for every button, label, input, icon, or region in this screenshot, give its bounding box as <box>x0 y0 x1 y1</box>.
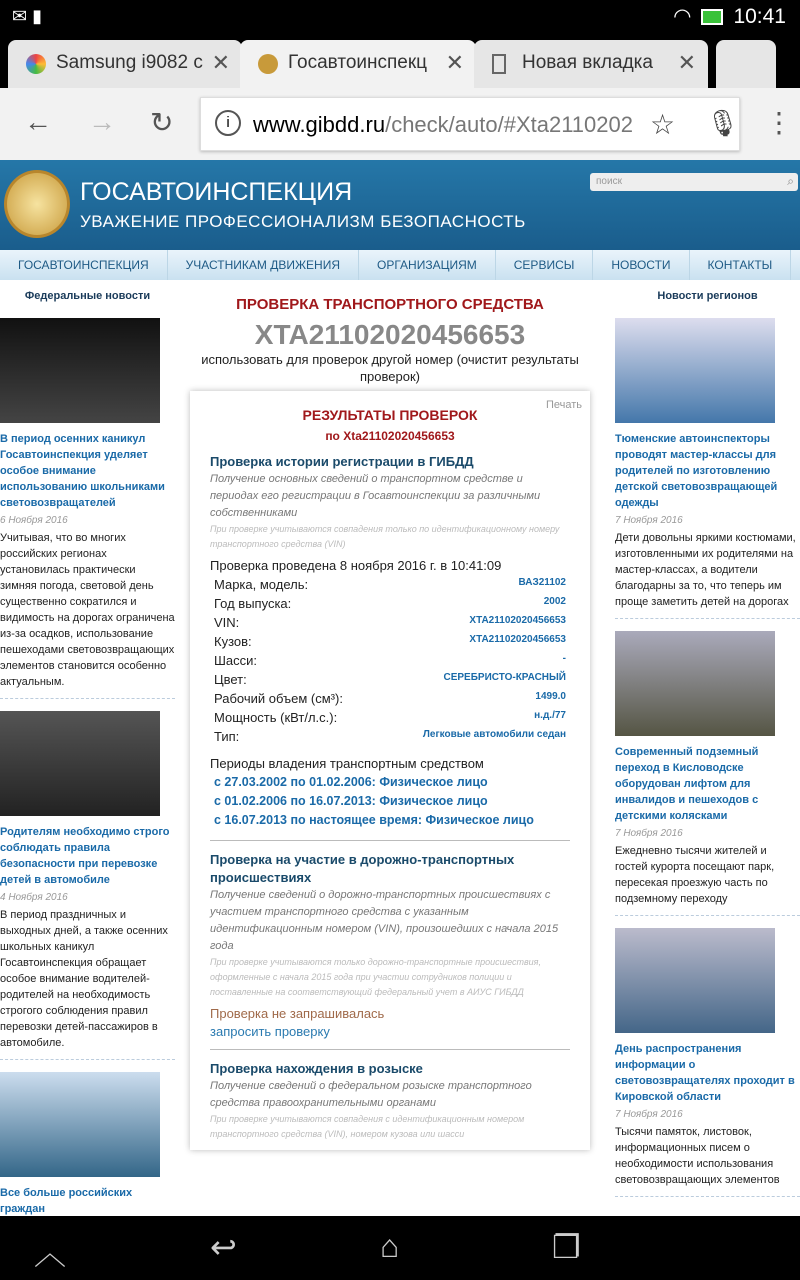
spec-value: н.д./77 <box>534 710 566 721</box>
spec-value: ВАЗ21102 <box>518 577 566 588</box>
spec-row <box>210 672 570 691</box>
spec-label: Кузов: <box>214 634 252 649</box>
ownership-title: Периоды владения транспортным средством <box>210 756 484 771</box>
spec-label: Рабочий объем (см³): <box>214 691 343 706</box>
spec-label: Цвет: <box>214 672 247 687</box>
news-date: 4 Ноября 2016 <box>0 892 68 903</box>
spec-label: Мощность (кВт/л.с.): <box>214 710 338 725</box>
check-timestamp: Проверка проведена 8 ноября 2016 г. в 10:41:09 <box>210 558 502 573</box>
spec-row <box>210 710 570 729</box>
close-tab-icon[interactable]: ✕ <box>445 50 464 75</box>
menu-gosavtoinspekciya[interactable]: ГОСАВТОИНСПЕКЦИЯ <box>0 250 168 280</box>
spec-label: Шасси: <box>214 653 258 668</box>
tab-gibdd[interactable] <box>240 40 476 88</box>
menu-contacts[interactable]: КОНТАКТЫ <box>690 250 792 280</box>
notification-icons: ✉ ▮ <box>12 6 42 26</box>
new-tab-button[interactable] <box>716 40 776 88</box>
section-heading: Проверка истории регистрации в ГИБДД <box>210 454 474 469</box>
search-input[interactable] <box>590 173 798 191</box>
spec-row <box>210 634 570 653</box>
android-nav-bar <box>0 1216 800 1280</box>
home-icon[interactable]: ⌂ <box>380 1228 400 1264</box>
spec-row <box>210 577 570 596</box>
spec-value: 2002 <box>543 596 566 607</box>
spec-row <box>210 615 570 634</box>
section-desc: Получение сведений о федеральном розыске транспортного средства правоохранительными органами <box>210 1080 532 1109</box>
results-card <box>190 391 590 1150</box>
tab-label: Новая вкладка <box>522 52 653 73</box>
spec-row <box>210 729 570 748</box>
request-check-link[interactable]: запросить проверку <box>210 1024 330 1039</box>
spec-label: Марка, модель: <box>214 577 309 592</box>
news-link[interactable]: День распространения информации о световозвращателях проходит в Кировской области <box>615 1043 795 1103</box>
news-date: 7 Ноября 2016 <box>615 828 683 839</box>
menu-news[interactable]: НОВОСТИ <box>593 250 689 280</box>
news-link[interactable]: Тюменские автоинспекторы проводят мастер-классы для родителей по изготовлению детской световозвращающей одежды <box>615 433 778 509</box>
spec-label: Год выпуска: <box>214 596 292 611</box>
spec-label: Тип: <box>214 729 240 744</box>
forward-icon[interactable]: → <box>88 106 116 137</box>
section-heading: Проверка нахождения в розыске <box>210 1061 423 1076</box>
news-image[interactable] <box>0 318 160 423</box>
divider <box>210 840 570 841</box>
section-note: При проверке учитываются совпадения только по идентификационному номеру транспортного средства (VIN) <box>210 524 560 549</box>
ownership-period: с 27.03.2002 по 01.02.2006: Физическое лицо <box>214 775 488 789</box>
spec-row <box>210 691 570 710</box>
news-image[interactable] <box>615 318 775 423</box>
tab-strip <box>0 34 800 88</box>
gibdd-logo[interactable] <box>4 170 70 238</box>
news-link[interactable]: Все больше российских граждан <box>0 1187 133 1215</box>
spec-value: Легковые автомобили седан <box>422 729 566 740</box>
news-link[interactable]: В период осенних каникул Госавтоинспекция уделяет особое внимание использованию школьниками световозвращателей <box>0 433 165 509</box>
tab-samsung[interactable] <box>8 40 242 88</box>
news-text: Учитывая, что во многих российских регионах установилась практически зимняя погода, световой день существенно сократился и видимость на дорогах ограничена из-за осадков, использование пешеходами световозвращающих элементов становится особенно актуальным. <box>0 530 175 699</box>
recents-icon[interactable]: ❐ <box>552 1229 581 1265</box>
close-tab-icon[interactable]: ✕ <box>677 50 696 75</box>
vehicle-check <box>190 290 590 1150</box>
menu-organizations[interactable]: ОРГАНИЗАЦИЯМ <box>359 250 496 280</box>
regional-news-title: Новости регионов <box>657 290 758 302</box>
spec-value: XTA21102020456653 <box>469 615 566 626</box>
section-note: При проверке учитываются совпадения с идентификационным номером транспортного средства (VIN), номером кузова или шасси <box>210 1114 525 1139</box>
back-icon[interactable]: ← <box>24 106 52 137</box>
site-motto: УВАЖЕНИЕ ПРОФЕССИОНАЛИЗМ БЕЗОПАСНОСТЬ <box>80 212 526 231</box>
tab-new[interactable] <box>474 40 708 88</box>
news-text: Дети довольны яркими костюмами, изготовленными их родителями на мастер-классах, а водители благодарны за то, что теперь им проще заметить детей на дорогах <box>615 530 800 619</box>
section-heading: Проверка на участие в дорожно-транспортных происшествиях <box>210 852 515 885</box>
check-status: Проверка не запрашивалась <box>210 1006 385 1021</box>
spec-value: - <box>562 653 566 664</box>
info-icon[interactable]: i <box>215 110 241 136</box>
tab-label: Samsung i9082 с <box>56 52 203 73</box>
news-date: 7 Ноября 2016 <box>615 1109 683 1120</box>
news-link[interactable]: Родителям необходимо строго соблюдать правила безопасности при перевозке детей в автомобиле <box>0 826 170 886</box>
news-date: 6 Ноября 2016 <box>0 515 68 526</box>
results-title: РЕЗУЛЬТАТЫ ПРОВЕРОК <box>302 407 478 423</box>
reload-icon[interactable]: ↻ <box>150 107 174 138</box>
spec-row <box>210 653 570 672</box>
spec-row <box>210 596 570 615</box>
url-domain: www.gibdd.ru <box>253 112 386 137</box>
back-nav-icon[interactable]: ↩ <box>210 1229 237 1265</box>
news-text: В период праздничных и выходных дней, а также осенних школьных каникул Госавтоинспекция обращает особое внимание водителей-родителей на необходимость строгого соблюдения правил перевозки детей-пассажиров в автомобиле. <box>0 907 175 1060</box>
up-icon[interactable]: ︿ <box>34 1235 67 1271</box>
results-subtitle: по Xta21102020456653 <box>325 429 455 443</box>
news-image[interactable] <box>615 928 775 1033</box>
divider <box>210 1049 570 1050</box>
section-note: При проверке учитываются только дорожно-транспортные происшествия, оформленные с начала 2015 года при участии сотрудников полиции и поставленные на соответствующий федеральный учет в АИУС ГИБДД <box>210 957 541 997</box>
use-other-number-link[interactable]: использовать для проверок другой номер (очистит результаты проверок) <box>201 352 579 384</box>
ownership-period: с 01.02.2006 по 16.07.2013: Физическое лицо <box>214 794 488 808</box>
vin-number: XTA21102020456653 <box>254 319 526 350</box>
site-title: ГОСАВТОИНСПЕКЦИЯ <box>80 178 353 206</box>
menu-icon[interactable]: ⋮ <box>765 107 793 138</box>
clock: 10:41 <box>733 4 786 28</box>
spec-value: 1499.0 <box>535 691 566 702</box>
news-link[interactable]: Современный подземный переход в Кисловодске оборудован лифтом для инвалидов и пешеходов с детскими колясками <box>615 746 759 822</box>
close-tab-icon[interactable]: ✕ <box>211 50 230 75</box>
favicon-icon <box>26 54 46 74</box>
news-text: Ежедневно тысячи жителей и гостей курорта посещают парк, пересекая проезжую часть по подземному переходу <box>615 843 800 916</box>
spec-label: VIN: <box>214 615 240 630</box>
spec-value: СЕРЕБРИСТО-КРАСНЫЙ <box>443 672 566 683</box>
regional-news <box>615 290 800 1209</box>
ownership-period: с 16.07.2013 по настоящее время: Физическое лицо <box>214 813 534 827</box>
federal-news-title: Федеральные новости <box>24 290 151 302</box>
search-icon[interactable]: ⌕ <box>787 174 794 188</box>
section-desc: Получение сведений о дорожно-транспортных происшествиях с участием транспортного средства с указанным идентификационным номером (VIN), произошедших с начала 2015 года <box>210 889 559 952</box>
news-image[interactable] <box>615 631 775 736</box>
federal-news <box>0 290 175 1217</box>
battery-icon <box>701 9 723 25</box>
main-menu <box>0 250 800 280</box>
news-image[interactable] <box>0 711 160 816</box>
status-bar <box>0 0 800 34</box>
menu-services[interactable]: СЕРВИСЫ <box>496 250 594 280</box>
star-icon[interactable]: ☆ <box>650 109 676 140</box>
page-title: ПРОВЕРКА ТРАНСПОРТНОГО СРЕДСТВА <box>236 296 544 313</box>
news-image[interactable] <box>0 1072 160 1177</box>
news-text: Тысячи памяток, листовок, информационных писем о необходимости использования световозвращающих элементов <box>615 1124 800 1197</box>
spec-value: XTA21102020456653 <box>469 634 566 645</box>
mic-icon[interactable]: 🎙 <box>706 108 740 138</box>
search-placeholder: поиск <box>596 176 622 187</box>
tab-label: Госавтоинспекц <box>288 52 428 73</box>
menu-participants[interactable]: УЧАСТНИКАМ ДВИЖЕНИЯ <box>168 250 359 280</box>
url-path: /check/auto/#Xta2110202 <box>385 112 633 137</box>
section-desc: Получение основных сведений о транспортном средстве и периодах его регистрации в Госавтоинспекции за различными собственниками <box>210 473 541 519</box>
wifi-icon: ◠ <box>673 5 692 28</box>
news-date: 7 Ноября 2016 <box>615 515 683 526</box>
favicon-icon <box>258 54 278 74</box>
print-link[interactable]: Печать <box>545 399 582 411</box>
page-icon <box>492 54 506 74</box>
